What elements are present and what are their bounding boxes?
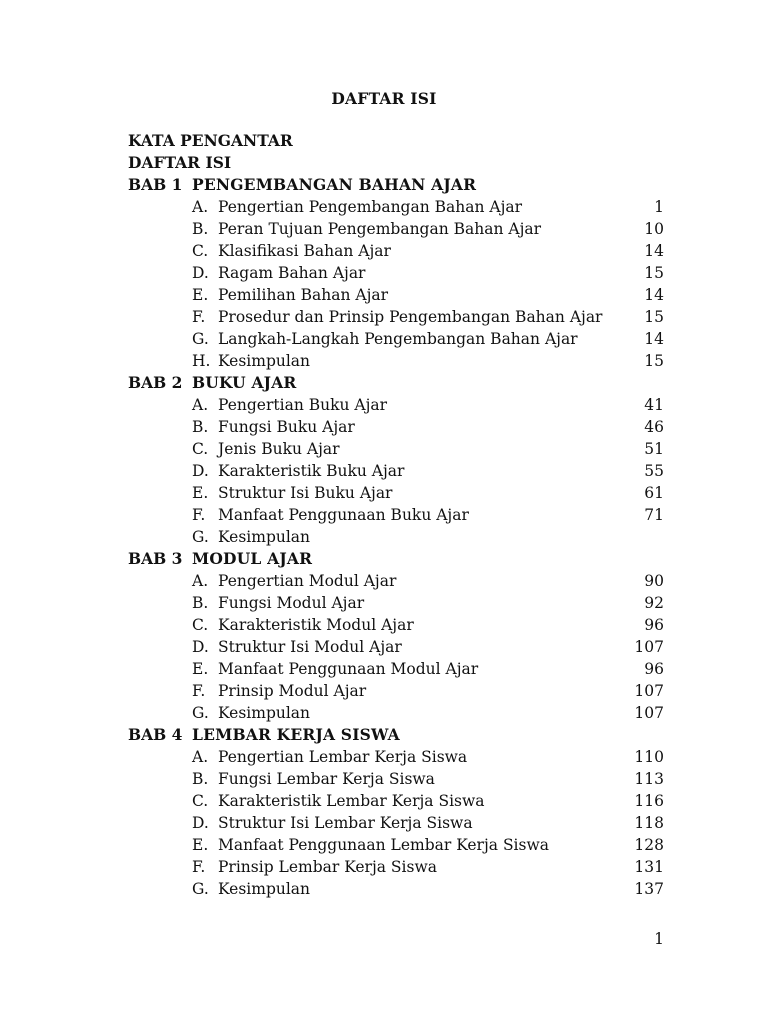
toc-entry	[128, 658, 668, 680]
chapter-title: BUKU AJAR	[192, 373, 297, 392]
toc-entry	[128, 416, 668, 438]
toc-entry	[128, 262, 668, 284]
toc-entry	[128, 394, 668, 416]
entry-page-number: 113	[634, 770, 664, 788]
entry-letter: B.	[192, 770, 209, 788]
toc-entry	[128, 328, 668, 350]
toc-front-matter-daftar-isi: DAFTAR ISI	[128, 153, 232, 172]
entry-page-number: 1	[654, 198, 664, 216]
entry-title: Pengertian Modul Ajar	[218, 572, 397, 590]
entry-letter: A.	[192, 572, 209, 590]
toc-chapter-heading	[128, 174, 668, 196]
toc-entry	[128, 460, 668, 482]
toc-entry	[128, 592, 668, 614]
entry-letter: B.	[192, 594, 209, 612]
page-title: DAFTAR ISI	[331, 89, 437, 108]
entry-page-number: 137	[634, 880, 664, 898]
entry-page-number: 92	[644, 594, 664, 612]
toc-entry	[128, 746, 668, 768]
toc-entry	[128, 218, 668, 240]
toc-entry	[128, 614, 668, 636]
entry-page-number: 55	[644, 462, 664, 480]
toc-chapter-heading	[128, 724, 668, 746]
entry-title: Kesimpulan	[218, 528, 311, 546]
entry-letter: B.	[192, 220, 209, 238]
entry-page-number: 10	[644, 220, 664, 238]
entry-letter: G.	[192, 704, 209, 722]
toc-entry	[128, 790, 668, 812]
entry-letter: C.	[192, 440, 209, 458]
entry-title: Prinsip Modul Ajar	[218, 682, 367, 700]
toc-chapter-heading	[128, 548, 668, 570]
entry-page-number: 96	[644, 616, 664, 634]
entry-page-number: 61	[644, 484, 664, 502]
toc-entry	[128, 636, 668, 658]
entry-letter: H.	[192, 352, 211, 370]
entry-title: Ragam Bahan Ajar	[218, 264, 366, 282]
entry-page-number: 90	[644, 572, 664, 590]
entry-title: Karakteristik Buku Ajar	[218, 462, 405, 480]
entry-letter: A.	[192, 748, 209, 766]
entry-title: Langkah-Langkah Pengembangan Bahan Ajar	[218, 330, 578, 348]
entry-page-number: 128	[634, 836, 664, 854]
chapter-code: BAB 2	[128, 373, 183, 392]
entry-letter: A.	[192, 198, 209, 216]
entry-letter: G.	[192, 528, 209, 546]
entry-page-number: 71	[644, 506, 664, 524]
entry-letter: E.	[192, 836, 209, 854]
entry-page-number: 107	[634, 704, 664, 722]
entry-title: Prinsip Lembar Kerja Siswa	[218, 858, 437, 876]
entry-page-number: 15	[644, 352, 664, 370]
entry-letter: F.	[192, 682, 206, 700]
toc-entry	[128, 350, 668, 372]
entry-letter: E.	[192, 286, 209, 304]
entry-letter: G.	[192, 880, 209, 898]
entry-letter: F.	[192, 858, 206, 876]
toc-entry	[128, 856, 668, 878]
entry-letter: B.	[192, 418, 209, 436]
entry-page-number: 107	[634, 638, 664, 656]
entry-title: Manfaat Penggunaan Modul Ajar	[218, 660, 479, 678]
toc-entry	[128, 812, 668, 834]
entry-letter: A.	[192, 396, 209, 414]
entry-page-number: 107	[634, 682, 664, 700]
chapter-title: MODUL AJAR	[192, 549, 313, 568]
page-number: 1	[654, 930, 664, 948]
entry-title: Pengertian Pengembangan Bahan Ajar	[218, 198, 523, 216]
entry-letter: D.	[192, 814, 209, 832]
toc-entry	[128, 284, 668, 306]
entry-letter: F.	[192, 308, 206, 326]
toc-entry	[128, 504, 668, 526]
entry-title: Kesimpulan	[218, 704, 311, 722]
entry-title: Peran Tujuan Pengembangan Bahan Ajar	[218, 220, 542, 238]
entry-page-number: 46	[644, 418, 664, 436]
entry-title: Kesimpulan	[218, 880, 311, 898]
toc-chapter-heading	[128, 372, 668, 394]
chapter-title: LEMBAR KERJA SISWA	[192, 725, 400, 744]
entry-title: Klasifikasi Bahan Ajar	[218, 242, 391, 260]
toc-entry	[128, 438, 668, 460]
toc-entry	[128, 834, 668, 856]
entry-page-number: 110	[634, 748, 664, 766]
entry-title: Karakteristik Lembar Kerja Siswa	[218, 792, 485, 810]
entry-title: Fungsi Lembar Kerja Siswa	[218, 770, 435, 788]
entry-title: Struktur Isi Lembar Kerja Siswa	[218, 814, 473, 832]
entry-page-number: 131	[634, 858, 664, 876]
toc-entry	[128, 702, 668, 724]
entry-letter: F.	[192, 506, 206, 524]
toc-entry	[128, 526, 668, 548]
chapter-title: PENGEMBANGAN BAHAN AJAR	[192, 175, 477, 194]
entry-title: Pemilihan Bahan Ajar	[218, 286, 389, 304]
chapter-code: BAB 4	[128, 725, 183, 744]
entry-page-number: 96	[644, 660, 664, 678]
entry-letter: D.	[192, 462, 209, 480]
entry-letter: E.	[192, 484, 209, 502]
entry-page-number: 15	[644, 264, 664, 282]
entry-page-number: 14	[644, 330, 664, 348]
entry-title: Karakteristik Modul Ajar	[218, 616, 414, 634]
entry-title: Struktur Isi Modul Ajar	[218, 638, 402, 656]
toc-chapters	[128, 174, 668, 900]
toc-entry	[128, 878, 668, 900]
chapter-code: BAB 3	[128, 549, 183, 568]
entry-page-number: 14	[644, 242, 664, 260]
entry-title: Fungsi Buku Ajar	[218, 418, 355, 436]
entry-title: Manfaat Penggunaan Buku Ajar	[218, 506, 469, 524]
entry-title: Pengertian Lembar Kerja Siswa	[218, 748, 468, 766]
toc-front-matter-kata-pengantar: KATA PENGANTAR	[128, 131, 293, 150]
chapter-code: BAB 1	[128, 175, 183, 194]
entry-title: Pengertian Buku Ajar	[218, 396, 388, 414]
entry-letter: D.	[192, 638, 209, 656]
entry-page-number: 116	[634, 792, 664, 810]
entry-page-number: 41	[644, 396, 664, 414]
toc-entry	[128, 482, 668, 504]
entry-page-number: 14	[644, 286, 664, 304]
entry-letter: E.	[192, 660, 209, 678]
toc-entry	[128, 196, 668, 218]
toc-entry	[128, 680, 668, 702]
entry-title: Manfaat Penggunaan Lembar Kerja Siswa	[218, 836, 549, 854]
entry-title: Fungsi Modul Ajar	[218, 594, 365, 612]
toc-entry	[128, 240, 668, 262]
toc-entry	[128, 570, 668, 592]
entry-letter: D.	[192, 264, 209, 282]
entry-page-number: 15	[644, 308, 664, 326]
entry-page-number: 51	[644, 440, 664, 458]
entry-title: Jenis Buku Ajar	[218, 440, 340, 458]
entry-title: Kesimpulan	[218, 352, 311, 370]
entry-letter: C.	[192, 792, 209, 810]
table-of-contents	[128, 130, 668, 900]
entry-title: Struktur Isi Buku Ajar	[218, 484, 393, 502]
toc-entry	[128, 306, 668, 328]
entry-title: Prosedur dan Prinsip Pengembangan Bahan Ajar	[218, 308, 603, 326]
entry-letter: C.	[192, 242, 209, 260]
entry-letter: G.	[192, 330, 209, 348]
toc-entry	[128, 768, 668, 790]
entry-letter: C.	[192, 616, 209, 634]
entry-page-number: 118	[634, 814, 664, 832]
